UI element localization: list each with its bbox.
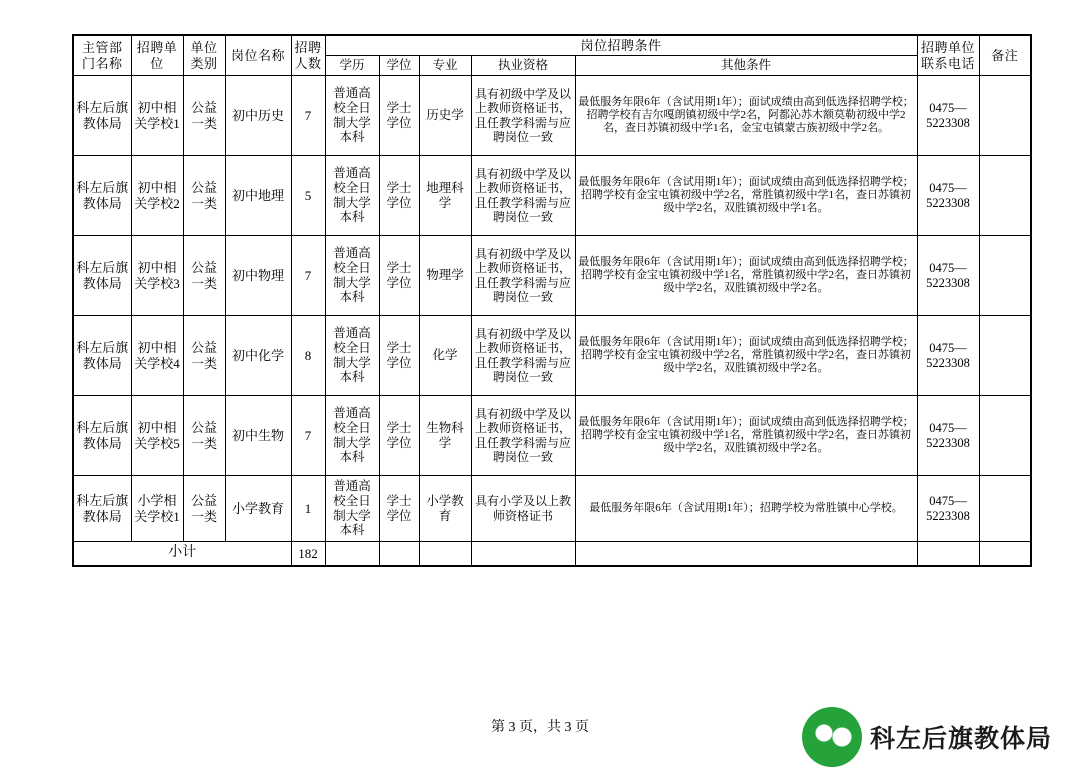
cell-count: 7: [291, 396, 325, 476]
cell-phone: 0475—5223308: [917, 236, 979, 316]
header-qualification: [471, 56, 575, 76]
header-unit-label: 招聘单位: [136, 40, 178, 71]
cell-unit: 初中相关学校3: [131, 236, 183, 316]
cell-unit: 初中相关学校5: [131, 396, 183, 476]
cell-dept: 科左后旗教体局: [73, 316, 131, 396]
cell-qualification: 具有初级中学及以上教师资格证书，且任教学科需与应聘岗位一致: [471, 156, 575, 236]
header-major: [419, 56, 471, 76]
header-conditions-group-label: 岗位招聘条件: [580, 38, 662, 53]
total-blank-education: [325, 542, 379, 566]
total-blank-other: [575, 542, 917, 566]
cell-remark: [979, 476, 1031, 542]
header-unit: [131, 35, 183, 76]
cell-unit-type: 公益一类: [183, 236, 225, 316]
total-blank-phone: [917, 542, 979, 566]
table-row: [73, 396, 1031, 476]
header-education: [325, 56, 379, 76]
header-conditions-group: [325, 35, 917, 56]
header-degree: [379, 56, 419, 76]
total-blank-remark: [979, 542, 1031, 566]
cell-post-name: 初中物理: [225, 236, 291, 316]
header-education-label: 学历: [339, 58, 365, 73]
cell-dept: 科左后旗教体局: [73, 476, 131, 542]
table-header-row-1: [73, 35, 1031, 56]
cell-degree: 学士学位: [379, 76, 419, 156]
table-row: [73, 476, 1031, 542]
header-count: [291, 35, 325, 76]
cell-unit: 初中相关学校4: [131, 316, 183, 396]
cell-education: 普通高校全日制大学本科: [325, 156, 379, 236]
cell-phone: 0475—5223308: [917, 316, 979, 396]
total-value: 182: [291, 542, 325, 566]
cell-other-conditions: 最低服务年限6年（含试用期1年）；面试成绩由高到低选择招聘学校；招聘学校有金宝屯镇初级中学1名，常胜镇初级中学2名，查日苏镇初级中学2名，双胜镇初级中学2名。: [575, 236, 917, 316]
cell-post-name: 小学教育: [225, 476, 291, 542]
cell-major: 生物科学: [419, 396, 471, 476]
header-degree-label: 学位: [386, 58, 412, 73]
table-total-row: [73, 542, 1031, 566]
page-footer: 第 3 页，共 3 页: [491, 720, 589, 735]
cell-dept: 科左后旗教体局: [73, 236, 131, 316]
cell-major: 物理学: [419, 236, 471, 316]
cell-qualification: 具有初级中学及以上教师资格证书，且任教学科需与应聘岗位一致: [471, 236, 575, 316]
header-dept: [73, 35, 131, 76]
cell-unit-type: 公益一类: [183, 316, 225, 396]
cell-remark: [979, 396, 1031, 476]
header-count-label: 招聘人数: [294, 40, 322, 71]
header-other: [575, 56, 917, 76]
cell-unit-type: 公益一类: [183, 476, 225, 542]
cell-post-name: 初中地理: [225, 156, 291, 236]
cell-post-name: 初中历史: [225, 76, 291, 156]
cell-education: 普通高校全日制大学本科: [325, 76, 379, 156]
cell-major: 化学: [419, 316, 471, 396]
header-qualification-label: 执业资格: [497, 58, 548, 73]
cell-other-conditions: 最低服务年限6年（含试用期1年）；面试成绩由高到低选择招聘学校；招聘学校有金宝屯镇初级中学2名，常胜镇初级中学2名，查日苏镇初级中学2名，双胜镇初级中学2名。: [575, 316, 917, 396]
cell-dept: 科左后旗教体局: [73, 76, 131, 156]
cell-degree: 学士学位: [379, 316, 419, 396]
cell-count: 7: [291, 76, 325, 156]
cell-count: 8: [291, 316, 325, 396]
header-major-label: 专业: [432, 58, 458, 73]
cell-count: 1: [291, 476, 325, 542]
cell-major: 地理科学: [419, 156, 471, 236]
cell-dept: 科左后旗教体局: [73, 396, 131, 476]
cell-qualification: 具有小学及以上教师资格证书: [471, 476, 575, 542]
table-row: [73, 76, 1031, 156]
cell-unit-type: 公益一类: [183, 396, 225, 476]
cell-other-conditions: 最低服务年限6年（含试用期1年）；面试成绩由高到低选择招聘学校；招聘学校有吉尔嘎朗镇初级中学2名，阿都沁苏木额莫勒初级中学2名，查日苏镇初级中学1名，金宝屯镇蒙古族初级中学2名。: [575, 76, 917, 156]
cell-remark: [979, 236, 1031, 316]
header-remark: [979, 35, 1031, 76]
header-post-name-label: 岗位名称: [230, 47, 285, 63]
cell-education: 普通高校全日制大学本科: [325, 316, 379, 396]
watermark-logo-icon: [802, 707, 862, 767]
cell-unit-type: 公益一类: [183, 156, 225, 236]
header-unit-type-label: 单位类别: [190, 40, 218, 71]
watermark-label: 科左后旗教体局: [870, 726, 1053, 753]
header-remark-label: 备注: [991, 47, 1019, 63]
cell-dept: 科左后旗教体局: [73, 156, 131, 236]
cell-other-conditions: 最低服务年限6年（含试用期1年）；招聘学校为常胜镇中心学校。: [575, 476, 917, 542]
total-blank-qualification: [471, 542, 575, 566]
cell-degree: 学士学位: [379, 396, 419, 476]
watermark: [802, 700, 1072, 774]
cell-major: 历史学: [419, 76, 471, 156]
cell-education: 普通高校全日制大学本科: [325, 236, 379, 316]
cell-degree: 学士学位: [379, 156, 419, 236]
total-blank-degree: [379, 542, 419, 566]
cell-qualification: 具有初级中学及以上教师资格证书，且任教学科需与应聘岗位一致: [471, 76, 575, 156]
cell-post-name: 初中化学: [225, 316, 291, 396]
cell-qualification: 具有初级中学及以上教师资格证书，且任教学科需与应聘岗位一致: [471, 396, 575, 476]
cell-degree: 学士学位: [379, 476, 419, 542]
cell-unit-type: 公益一类: [183, 76, 225, 156]
cell-phone: 0475—5223308: [917, 476, 979, 542]
header-phone-label: 招聘单位联系电话: [920, 40, 975, 71]
cell-count: 7: [291, 236, 325, 316]
cell-qualification: 具有初级中学及以上教师资格证书，且任教学科需与应聘岗位一致: [471, 316, 575, 396]
cell-degree: 学士学位: [379, 236, 419, 316]
cell-phone: 0475—5223308: [917, 76, 979, 156]
cell-count: 5: [291, 156, 325, 236]
header-other-label: 其他条件: [720, 58, 771, 73]
cell-other-conditions: 最低服务年限6年（含试用期1年）；面试成绩由高到低选择招聘学校；招聘学校有金宝屯镇初级中学1名，常胜镇初级中学2名，查日苏镇初级中学2名，双胜镇初级中学2名。: [575, 396, 917, 476]
cell-other-conditions: 最低服务年限6年（含试用期1年）；面试成绩由高到低选择招聘学校；招聘学校有金宝屯镇初级中学2名，常胜镇初级中学1名，查日苏镇初级中学2名，双胜镇初级中学1名。: [575, 156, 917, 236]
cell-unit: 初中相关学校2: [131, 156, 183, 236]
cell-education: 普通高校全日制大学本科: [325, 476, 379, 542]
total-blank-major: [419, 542, 471, 566]
cell-post-name: 初中生物: [225, 396, 291, 476]
recruitment-table: [72, 34, 1032, 567]
header-post-name: [225, 35, 291, 76]
table-row: [73, 316, 1031, 396]
cell-phone: 0475—5223308: [917, 396, 979, 476]
header-phone: [917, 35, 979, 76]
header-dept-label: 主管部门名称: [81, 40, 123, 71]
cell-phone: 0475—5223308: [917, 156, 979, 236]
cell-remark: [979, 156, 1031, 236]
table-row: [73, 236, 1031, 316]
cell-unit: 初中相关学校1: [131, 76, 183, 156]
cell-remark: [979, 316, 1031, 396]
total-label: 小计: [73, 542, 291, 566]
cell-remark: [979, 76, 1031, 156]
cell-education: 普通高校全日制大学本科: [325, 396, 379, 476]
table-row: [73, 156, 1031, 236]
header-unit-type: [183, 35, 225, 76]
cell-major: 小学教育: [419, 476, 471, 542]
cell-unit: 小学相关学校1: [131, 476, 183, 542]
